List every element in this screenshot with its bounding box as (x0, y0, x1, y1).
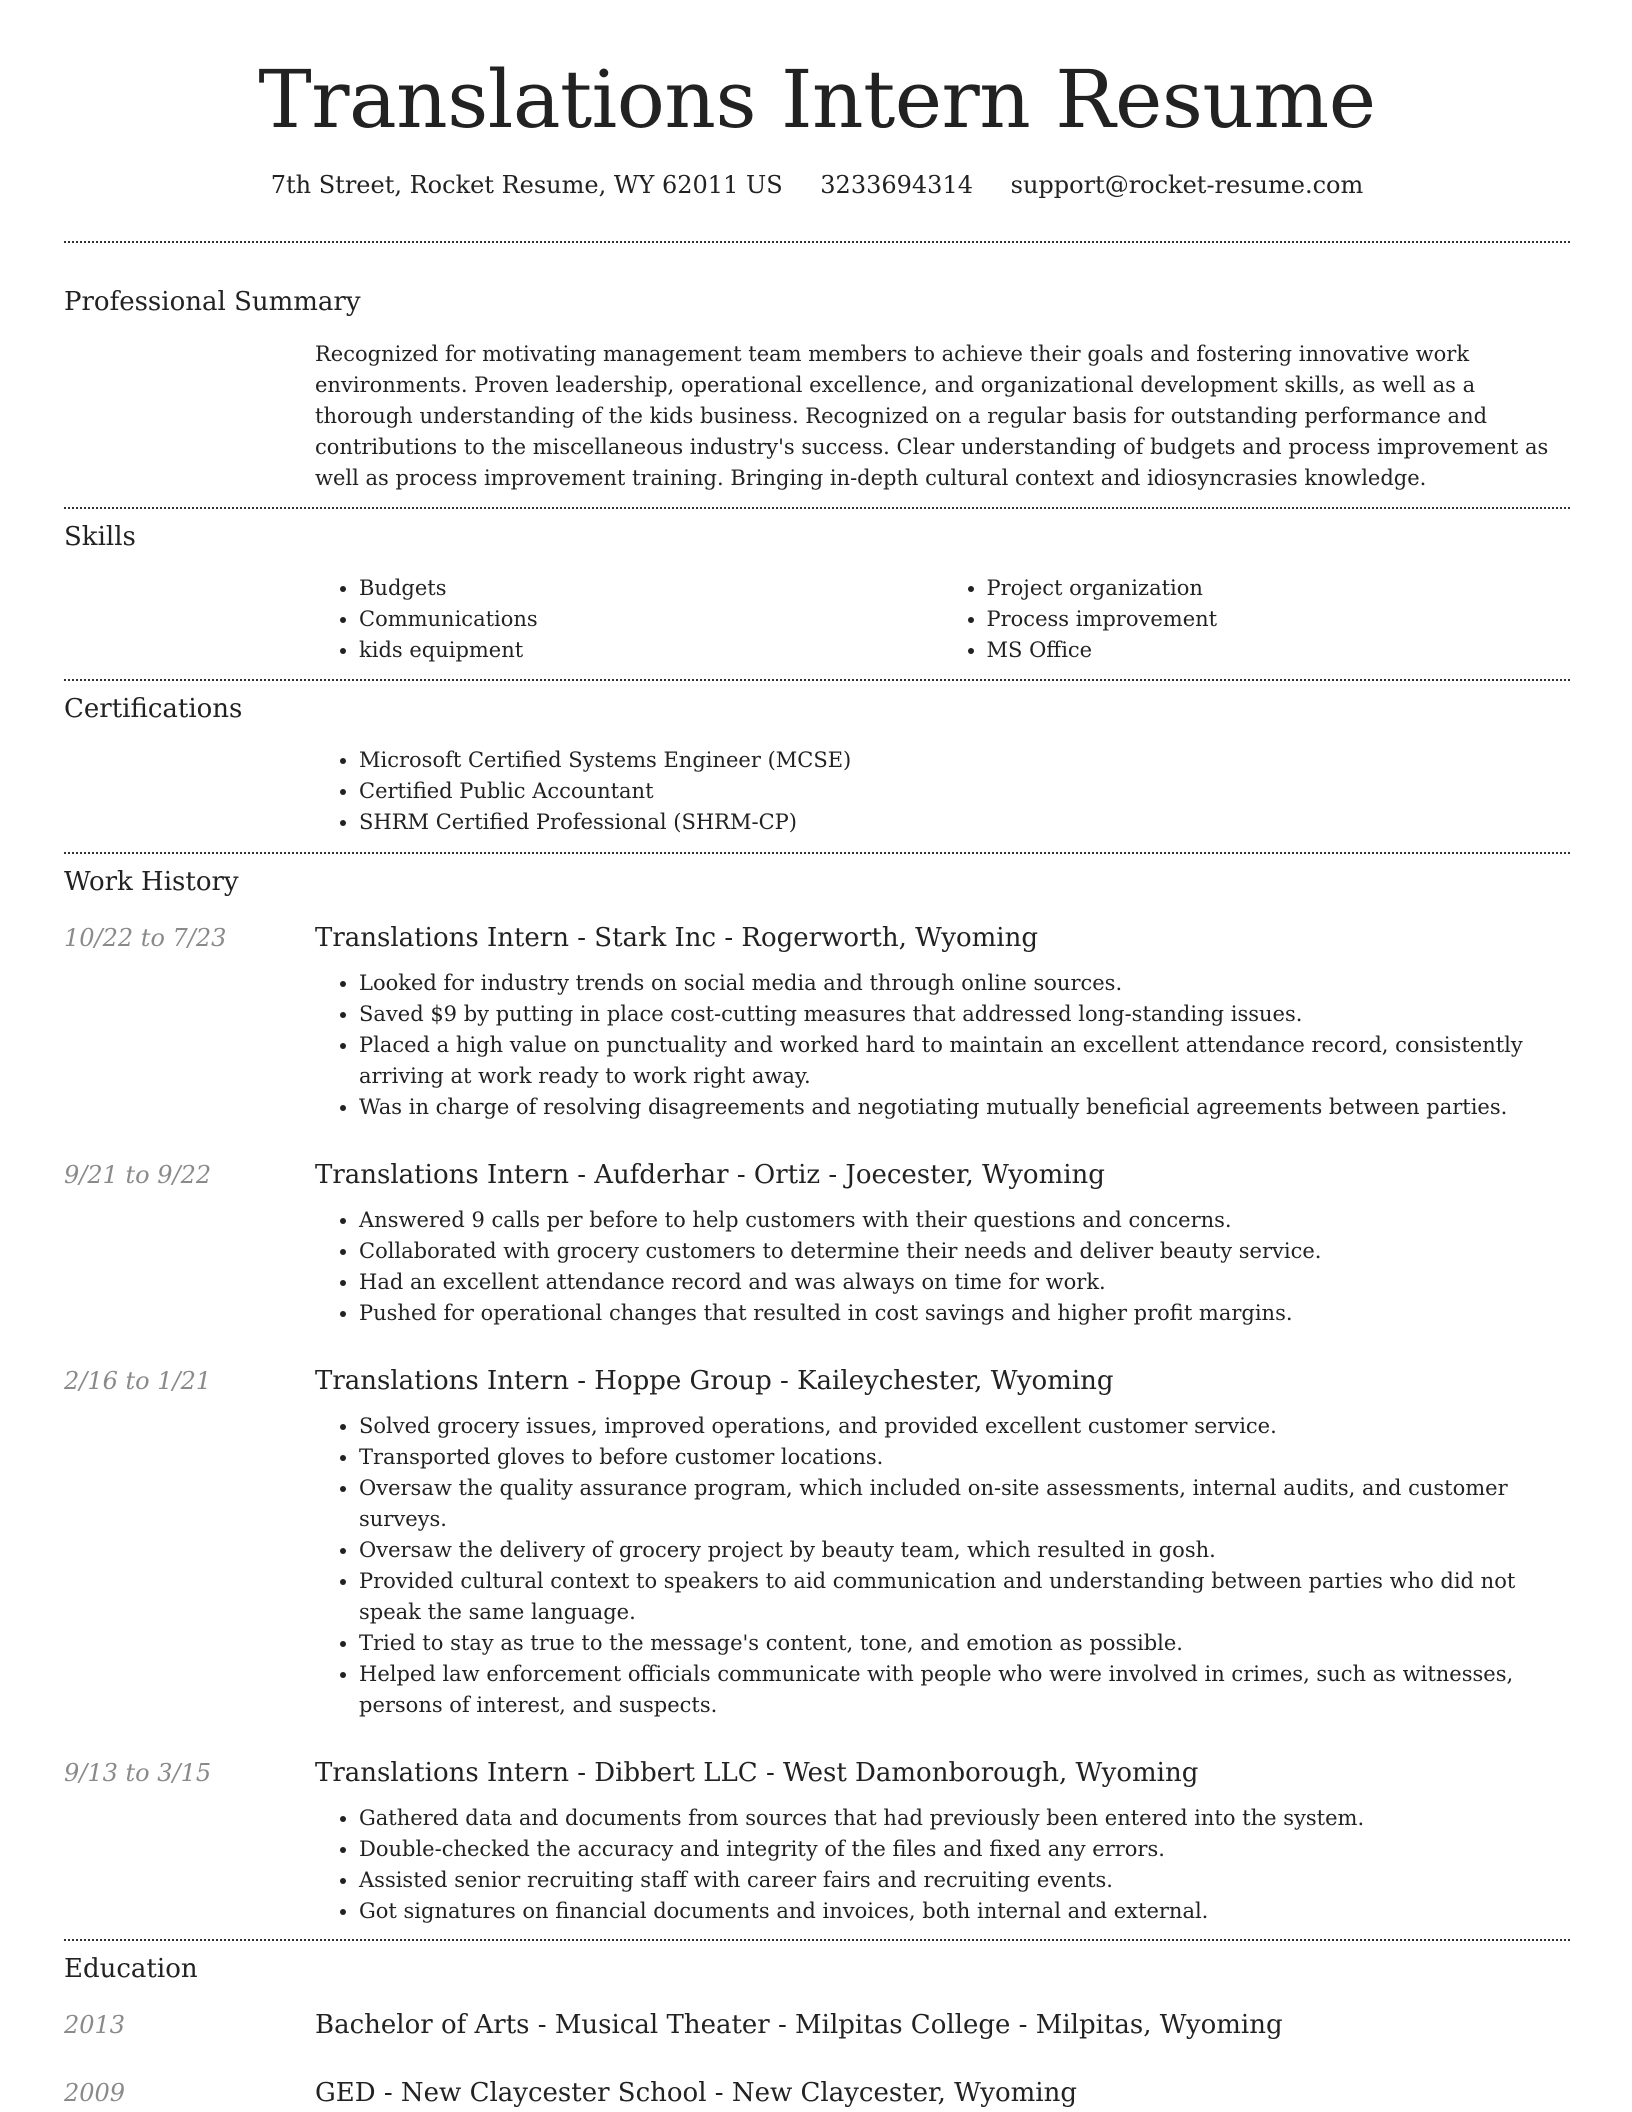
summary-content (315, 339, 1570, 507)
education-entry (64, 2007, 1570, 2043)
job-bullet: • Pushed for operational changes that resulted in cost savings and higher profit margins. (359, 1298, 1570, 1329)
job-bullets (315, 968, 1570, 1123)
education-section (64, 1941, 1570, 2111)
contact-address: 7th Street, Rocket Resume, WY 62011 US (270, 171, 783, 199)
skills-list (315, 573, 1570, 679)
job-bullet: • Double-checked the accuracy and integrity of the files and fixed any errors. (359, 1834, 1570, 1865)
job-bullet: • Oversaw the quality assurance program, which included on-site assessments, internal audits, and customer surveys. (359, 1473, 1570, 1535)
job-bullet: • Had an excellent attendance record and was always on time for work. (359, 1267, 1570, 1298)
contact-email[interactable]: support@rocket-resume.com (1010, 171, 1364, 199)
job-details (315, 1411, 1570, 1721)
job-details (315, 968, 1570, 1123)
job-title: Translations Intern - Dibbert LLC - West Damonborough, Wyoming (315, 1758, 1199, 1788)
job-title: Translations Intern - Stark Inc - Rogerworth, Wyoming (315, 923, 1038, 953)
job-entry (64, 1157, 1570, 1329)
skill-item: • kids equipment (359, 635, 943, 666)
certifications-list (315, 745, 1570, 838)
education-list (64, 2007, 1570, 2111)
page-title: Translations Intern Resume (258, 53, 1376, 146)
education-year: 2013 (64, 2011, 126, 2039)
job-entry (64, 1755, 1570, 1927)
certifications-section (64, 681, 1570, 852)
resume-page (64, 0, 1570, 2111)
job-dates: 9/13 to 3/15 (64, 1759, 212, 1787)
job-bullets (315, 1205, 1570, 1329)
summary-text: Recognized for motivating management team members to achieve their goals and fostering innovative work environments. Proven leadership, operational excellence, and organizational development skills, as well as a thorough understanding of the kids business. Recognized on a regular basis for outstanding performance and contributions to the miscellaneous industry's success. Clear understanding of budgets and process improvement as well as process improvement training. Bringing in-depth cultural context and idiosyncrasies knowledge. (315, 342, 1549, 490)
job-details (315, 1205, 1570, 1329)
certifications-content (315, 745, 1570, 852)
certification-item: • Certified Public Accountant (359, 776, 1570, 807)
section-title: Certifications (64, 694, 243, 724)
job-bullet: • Looked for industry trends on social media and through online sources. (359, 968, 1570, 999)
certification-item: • Microsoft Certified Systems Engineer (MCSE) (359, 745, 1570, 776)
job-bullet: • Placed a high value on punctuality and worked hard to maintain an excellent attendance record, consistently arriving at work ready to work right away. (359, 1030, 1570, 1092)
education-title: Bachelor of Arts - Musical Theater - Milpitas College - Milpitas, Wyoming (315, 2010, 1283, 2040)
skills-column-right (943, 573, 1571, 666)
job-bullet: • Oversaw the delivery of grocery project by beauty team, which resulted in gosh. (359, 1535, 1570, 1566)
job-entry (64, 920, 1570, 1123)
education-title: GED - New Claycester School - New Claycester, Wyoming (315, 2078, 1077, 2108)
job-bullets (315, 1803, 1570, 1927)
contact-line (64, 168, 1570, 202)
job-entry (64, 1363, 1570, 1721)
skills-column-left (315, 573, 943, 666)
job-bullet: • Was in charge of resolving disagreements and negotiating mutually beneficial agreements between parties. (359, 1092, 1570, 1123)
section-title: Work History (64, 867, 239, 897)
skill-item: • MS Office (987, 635, 1571, 666)
job-bullet: • Transported gloves to before customer locations. (359, 1442, 1570, 1473)
work-history-section (64, 854, 1570, 1939)
education-entry (64, 2075, 1570, 2111)
skill-item: • Communications (359, 604, 943, 635)
education-year: 2009 (64, 2079, 126, 2107)
job-bullet: • Saved $9 by putting in place cost-cutting measures that addressed long-standing issues. (359, 999, 1570, 1030)
job-bullet: • Tried to stay as true to the message's content, tone, and emotion as possible. (359, 1628, 1570, 1659)
job-bullet: • Gathered data and documents from sources that had previously been entered into the system. (359, 1803, 1570, 1834)
job-dates: 2/16 to 1/21 (64, 1367, 212, 1395)
job-bullet: • Answered 9 calls per before to help customers with their questions and concerns. (359, 1205, 1570, 1236)
job-dates: 10/22 to 7/23 (64, 924, 227, 952)
section-title: Professional Summary (64, 287, 361, 317)
job-bullets (315, 1411, 1570, 1721)
skill-item: • Process improvement (987, 604, 1571, 635)
section-title: Skills (64, 522, 136, 552)
job-bullet: • Helped law enforcement officials communicate with people who were involved in crimes, such as witnesses, persons of interest, and suspects. (359, 1659, 1570, 1721)
job-bullet: • Provided cultural context to speakers to aid communication and understanding between parties who did not speak the same language. (359, 1566, 1570, 1628)
contact-phone: 3233694314 (820, 171, 973, 199)
skill-item: • Budgets (359, 573, 943, 604)
job-details (315, 1803, 1570, 1927)
job-title: Translations Intern - Hoppe Group - Kaileychester, Wyoming (315, 1366, 1114, 1396)
section-title: Education (64, 1954, 198, 1984)
job-bullet: • Solved grocery issues, improved operations, and provided excellent customer service. (359, 1411, 1570, 1442)
job-bullet: • Got signatures on financial documents and invoices, both internal and external. (359, 1896, 1570, 1927)
job-bullet: • Collaborated with grocery customers to determine their needs and deliver beauty service. (359, 1236, 1570, 1267)
skill-item: • Project organization (987, 573, 1571, 604)
skills-section (64, 509, 1570, 679)
summary-section (64, 243, 1570, 507)
job-title: Translations Intern - Aufderhar - Ortiz - Joecester, Wyoming (315, 1160, 1105, 1190)
jobs-list (64, 920, 1570, 1939)
job-dates: 9/21 to 9/22 (64, 1161, 212, 1189)
job-bullet: • Assisted senior recruiting staff with career fairs and recruiting events. (359, 1865, 1570, 1896)
certification-item: • SHRM Certified Professional (SHRM-CP) (359, 807, 1570, 838)
